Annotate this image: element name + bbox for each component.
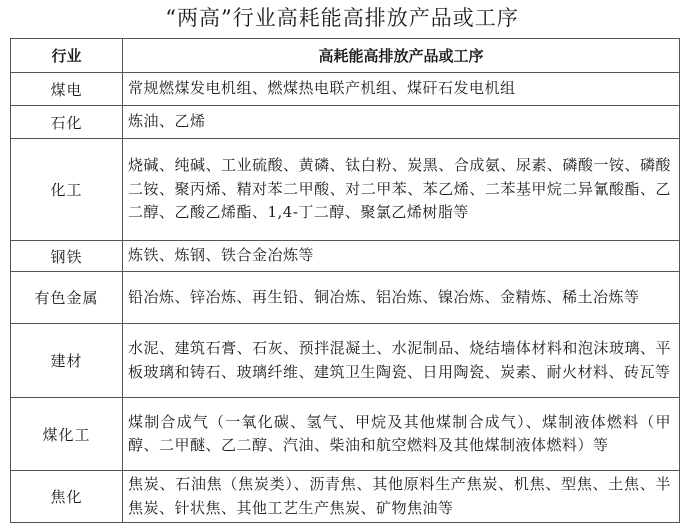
industry-cell: 有色金属 (11, 272, 123, 324)
industry-cell: 建材 (11, 324, 123, 398)
industry-cell: 焦化 (11, 471, 123, 523)
products-cell: 铅冶炼、锌冶炼、再生铅、铜冶炼、铝冶炼、镍冶炼、金精炼、稀土冶炼等 (123, 272, 680, 324)
products-cell: 常规燃煤发电机组、燃煤热电联产机组、煤矸石发电机组 (123, 73, 680, 106)
header-industry: 行业 (11, 39, 123, 73)
table-row (11, 398, 680, 471)
industry-cell: 石化 (11, 106, 123, 139)
products-cell: 水泥、建筑石膏、石灰、预拌混凝土、水泥制品、烧结墙体材料和泡沫玻璃、平板玻璃和铸石、玻璃纤维、建筑卫生陶瓷、日用陶瓷、炭素、耐火材料、砖瓦等 (123, 324, 680, 398)
products-cell: 煤制合成气（一氧化碳、氢气、甲烷及其他煤制合成气）、煤制液体燃料（甲醇、二甲醚、乙二醇、汽油、柴油和航空燃料及其他煤制液体燃料）等 (123, 398, 680, 471)
table-row (11, 241, 680, 272)
products-cell: 焦炭、石油焦（焦炭类）、沥青焦、其他原料生产焦炭、机焦、型焦、土焦、半焦炭、针状焦、其他工艺生产焦炭、矿物焦油等 (123, 471, 680, 523)
table-row (11, 272, 680, 324)
table-row (11, 106, 680, 139)
industry-cell: 化工 (11, 139, 123, 241)
products-cell: 炼铁、炼钢、铁合金冶炼等 (123, 241, 680, 272)
products-cell: 炼油、乙烯 (123, 106, 680, 139)
table-row (11, 139, 680, 241)
table-row (11, 324, 680, 398)
table-title: “两高”行业高耗能高排放产品或工序 (165, 6, 519, 30)
industry-cell: 钢铁 (11, 241, 123, 272)
industry-cell: 煤电 (11, 73, 123, 106)
table-header-row (11, 39, 680, 73)
industry-cell: 煤化工 (11, 398, 123, 471)
header-products: 高耗能高排放产品或工序 (123, 39, 680, 73)
products-cell: 烧碱、纯碱、工业硫酸、黄磷、钛白粉、炭黑、合成氨、尿素、磷酸一铵、磷酸二铵、聚丙烯、精对苯二甲酸、对二甲苯、苯乙烯、二苯基甲烷二异氰酸酯、乙二醇、乙酸乙烯酯、1,4-丁二醇、聚氯乙烯树脂等 (123, 139, 680, 241)
table-row (11, 471, 680, 523)
table-row (11, 73, 680, 106)
industry-table (10, 38, 680, 523)
